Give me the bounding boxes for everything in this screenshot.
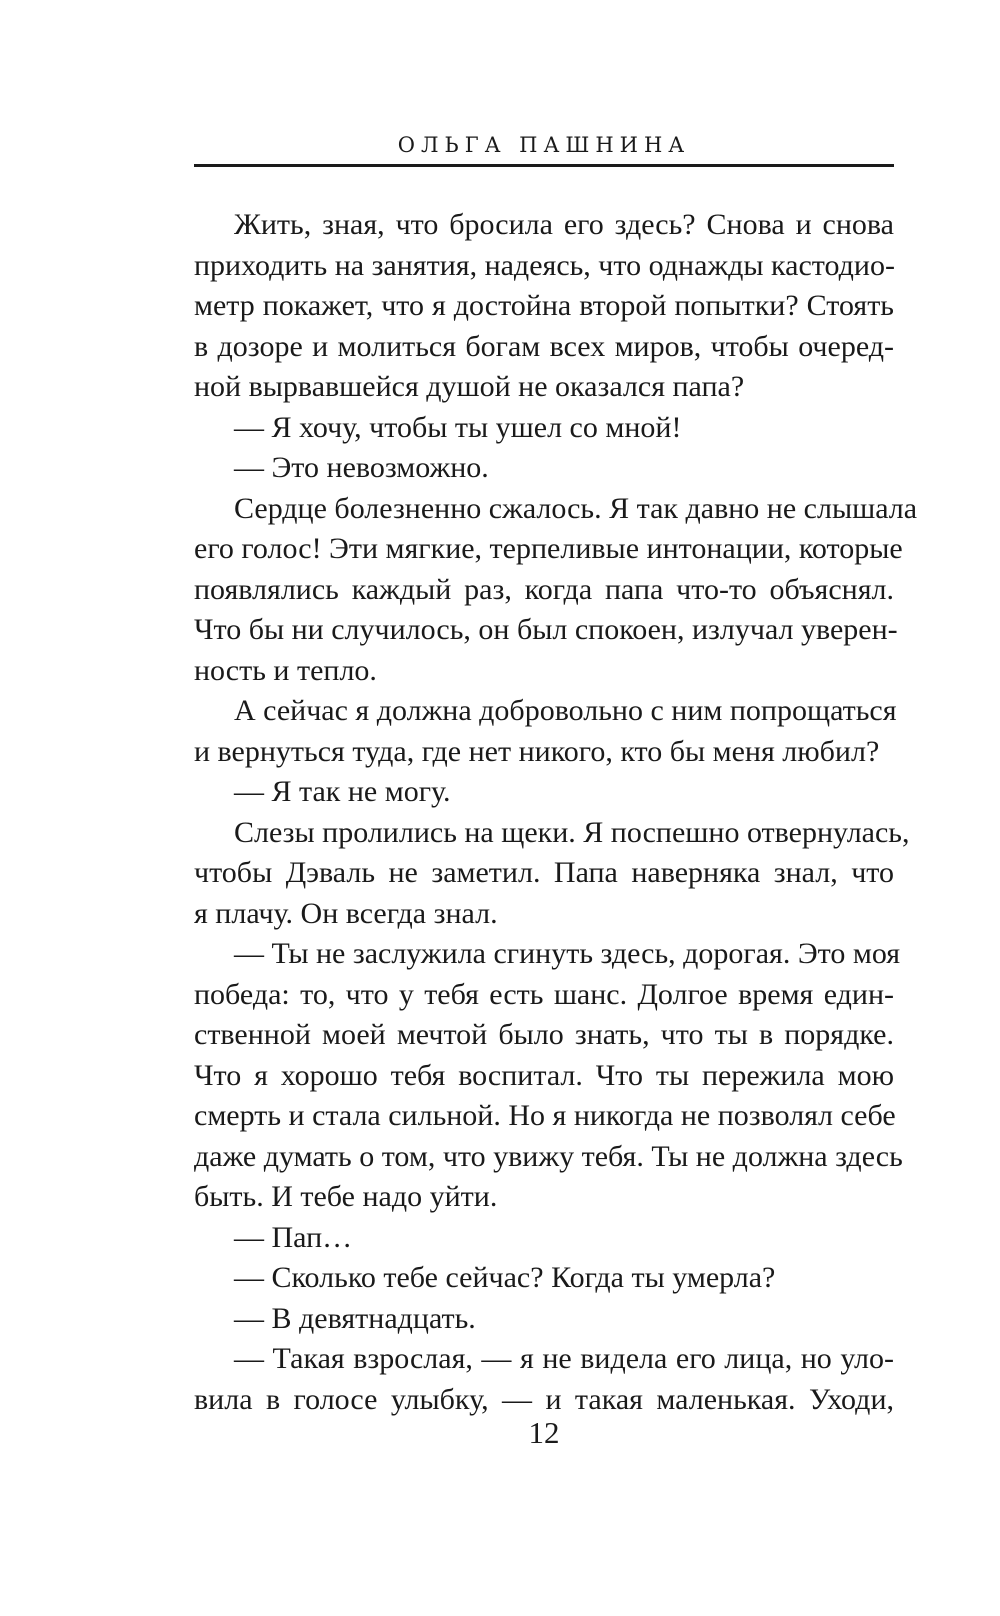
text-line: смерть и стала сильной. Но я никогда не позволял себе: [194, 1099, 896, 1132]
text-line: в дозоре и молиться богам всех миров, чтобы очеред-: [194, 329, 894, 363]
text-line: ной вырвавшейся душой не оказался папа?: [194, 370, 745, 403]
body-text: [194, 205, 918, 1420]
text-line: — В девятнадцать.: [234, 1301, 476, 1335]
text-line: А сейчас я должна добровольно с ним попрощаться: [234, 694, 897, 727]
text-line: и вернуться туда, где нет никого, кто бы меня любил?: [194, 734, 880, 768]
text-line: ность и тепло.: [194, 653, 377, 687]
text-line: даже думать о том, что увижу тебя. Ты не должна здесь: [194, 1139, 903, 1173]
text-line: чтобы Дэваль не заметил. Папа наверняка знал, что: [194, 856, 894, 889]
text-line: Сердце болезненно сжалось. Я так давно не слышала: [234, 491, 918, 525]
text-line: ственной моей мечтой было знать, что ты в порядке.: [194, 1018, 894, 1051]
text-line: быть. И тебе надо уйти.: [194, 1180, 498, 1213]
text-line: — Я хочу, чтобы ты ушел со мной!: [234, 410, 682, 444]
text-line: появлялись каждый раз, когда папа что-то объяснял.: [194, 572, 894, 606]
text-line: — Сколько тебе сейчас? Когда ты умерла?: [234, 1261, 776, 1294]
running-head-author: ОЛЬГА ПАШНИНА: [397, 133, 691, 157]
text-line: вила в голосе улыбку, — и такая маленькая. Уходи,: [194, 1382, 894, 1416]
header-rule: [194, 164, 894, 167]
page-number: 12: [528, 1415, 560, 1450]
text-line: — Это невозможно.: [234, 451, 489, 484]
text-line: — Такая взрослая, — я не видела его лица, но уло-: [234, 1342, 894, 1375]
text-line: метр покажет, что я достойна второй попытки? Стоять: [194, 289, 894, 322]
text-line: приходить на занятия, надеясь, что однажды кастодио-: [194, 248, 895, 282]
text-line: — Пап…: [234, 1220, 353, 1254]
text-line: я плачу. Он всегда знал.: [194, 896, 498, 930]
text-line: Слезы пролились на щеки. Я поспешно отвернулась,: [234, 815, 910, 849]
text-line: — Я так не могу.: [234, 775, 451, 808]
text-line: Жить, зная, что бросила его здесь? Снова и снова: [234, 208, 894, 241]
text-line: Что я хорошо тебя воспитал. Что ты пережила мою: [194, 1058, 894, 1092]
text-line: — Ты не заслужила сгинуть здесь, дорогая. Это моя: [234, 937, 901, 970]
text-line: победа: то, что у тебя есть шанс. Долгое время един-: [194, 977, 894, 1011]
text-line: Что бы ни случилось, он был спокоен, излучал уверен-: [194, 613, 898, 646]
text-line: его голос! Эти мягкие, терпеливые интонации, которые: [194, 532, 903, 565]
